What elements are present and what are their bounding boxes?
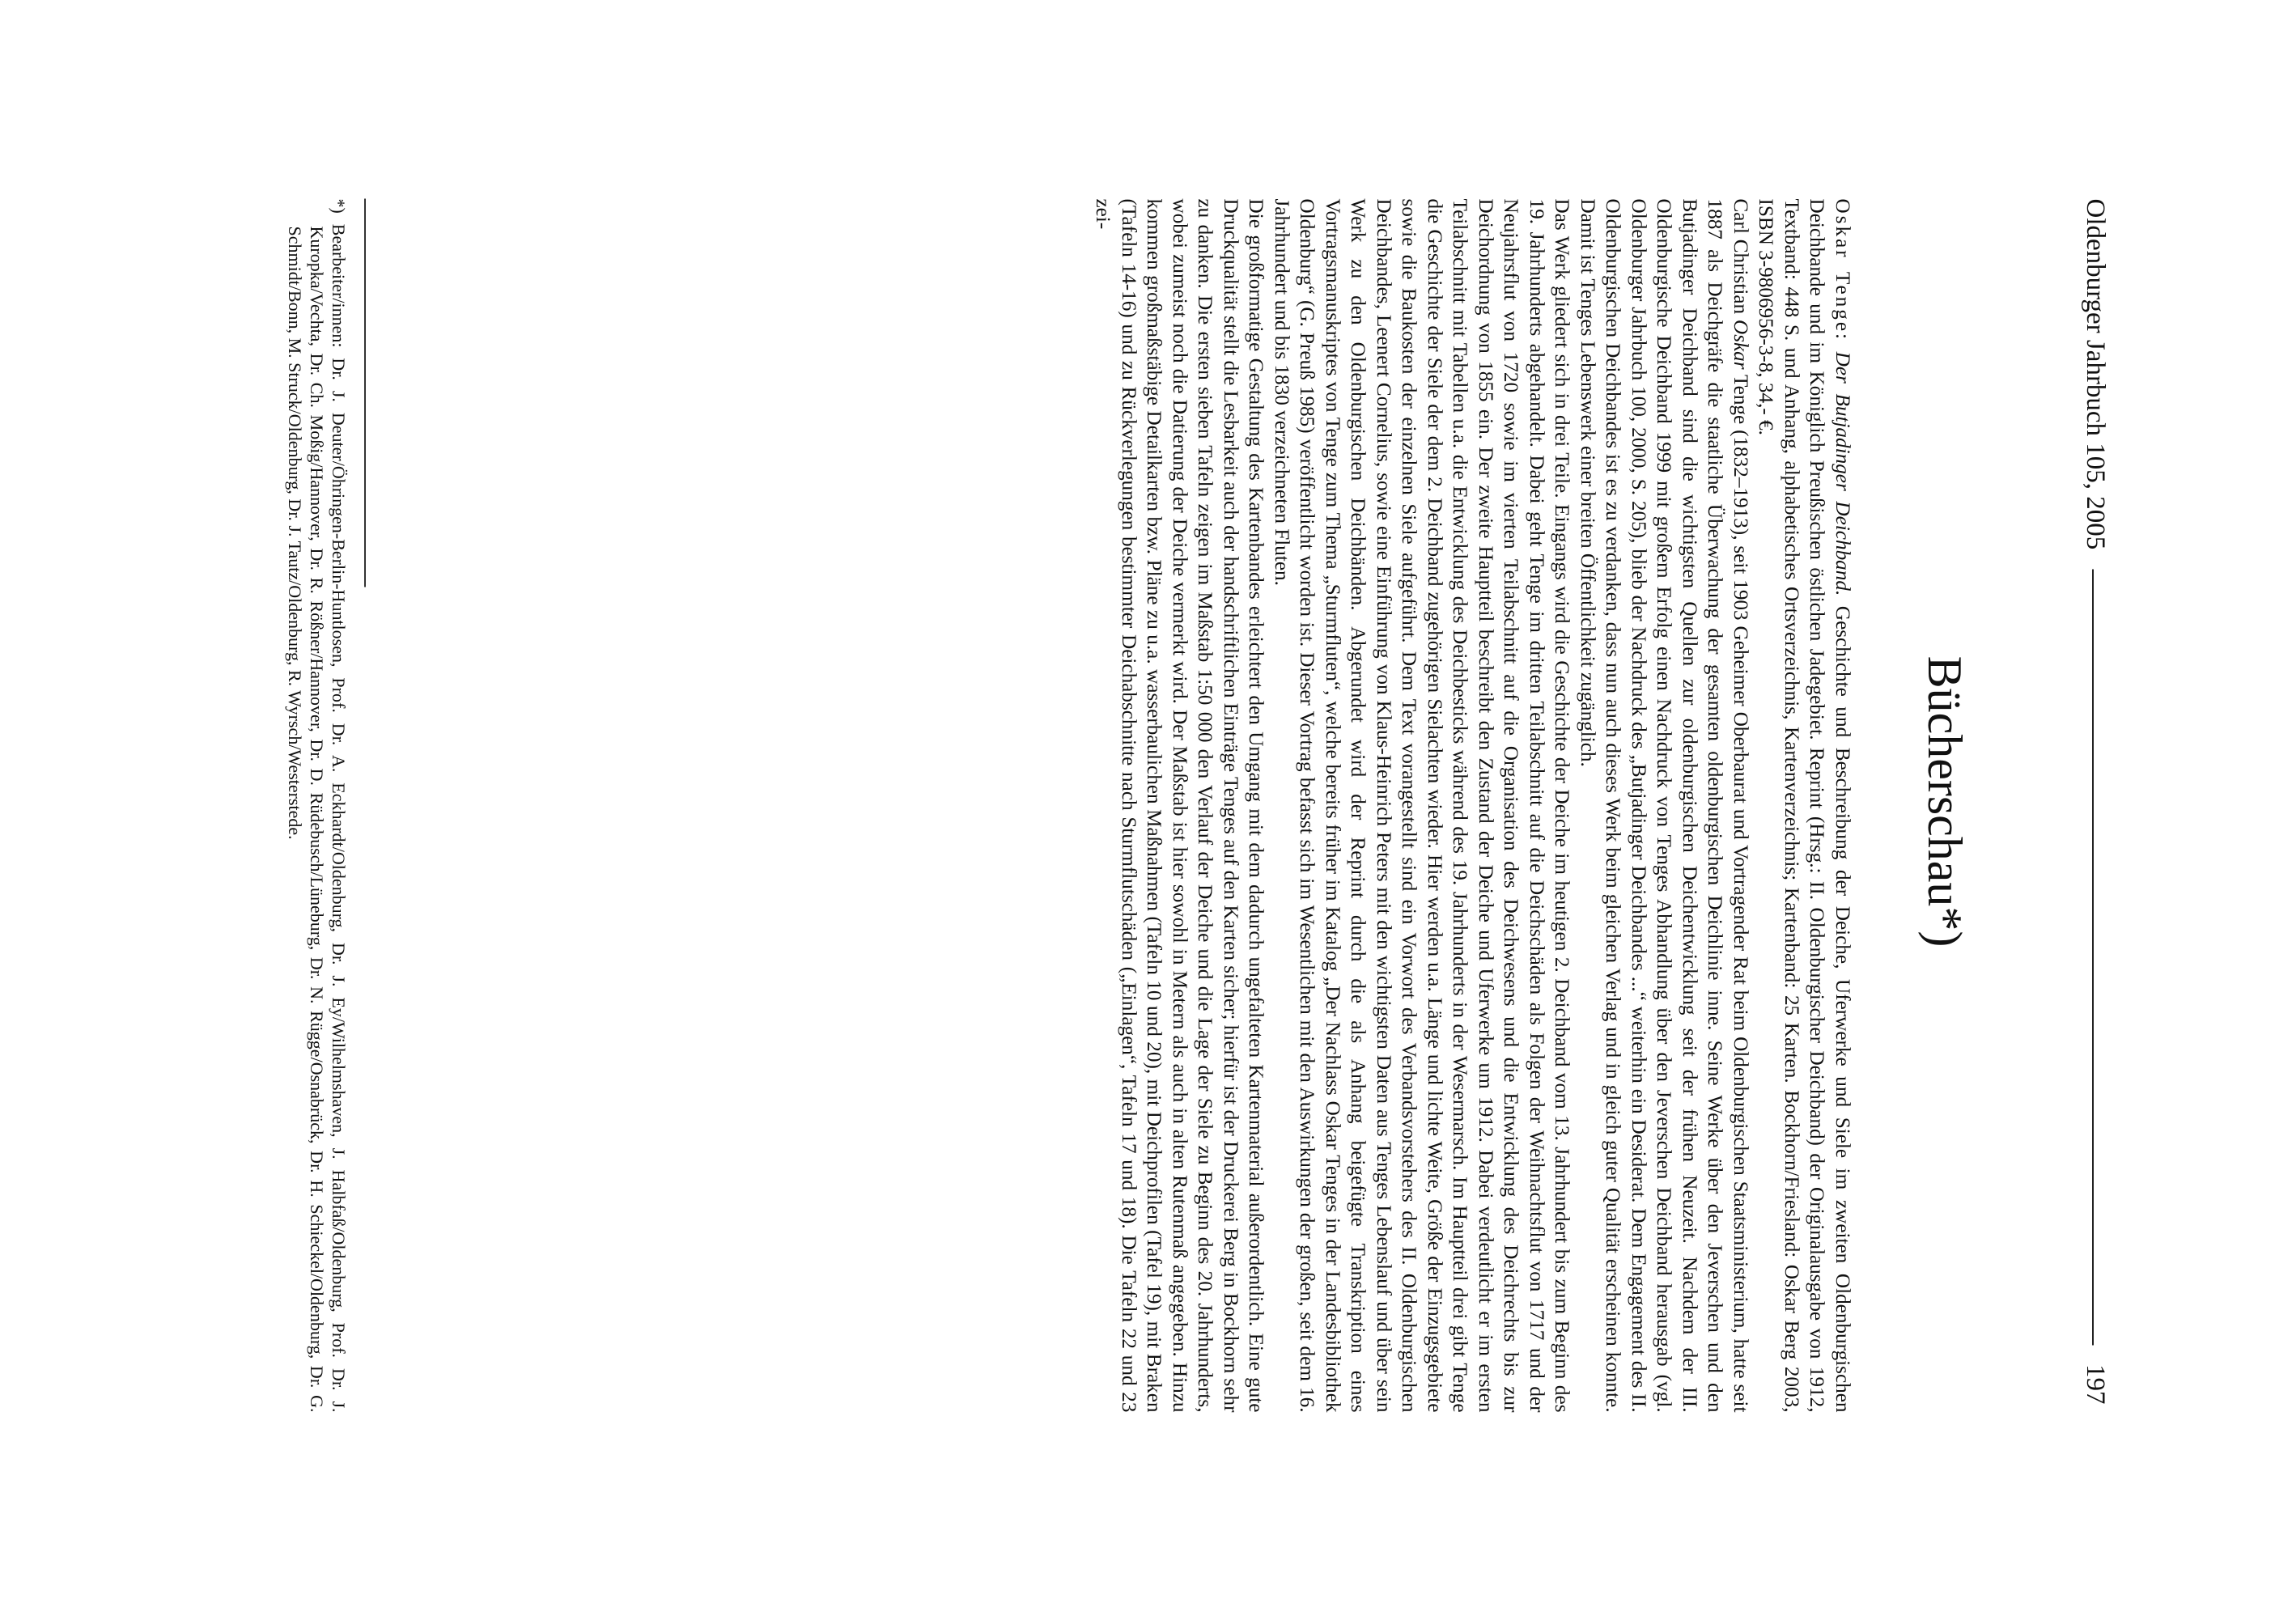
review-book-title: Der Butjadinger Deichband. xyxy=(1831,351,1853,596)
review-body xyxy=(1090,198,1855,1412)
review-paragraph-2: Das Werk gliedert sich in drei Teile. Eingangs wird die Geschichte der Deiche im heutigen 2. Deichband vom 13. Jahrhundert bis zum Beginn des 19. Jahrhunderts abgehandelt. Dabei geht Tenge im dritten Teilabschnitt auf die Deichschäden als Folgen der Weihnachtsflut von 1717 und der Neujahrsflut von 1720 sowie im vierten Teilabschnitt auf die Organisation des Deichwesens und die Entwicklung des Deichrechts bis zur Deichordnung von 1855 ein. Der zweite Hauptteil beschreibt den Zustand der Deiche und Uferwerke um 1912. Dabei verdeutlicht er im ersten Teilabschnitt mit Tabellen u.a. die Entwicklung des Deichbesticks während des 19. Jahrhunderts in der Wesermarsch. Im Hauptteil drei gibt Tenge die Geschichte der Siele der dem 2. Deichband zugehörigen Sielachten wieder. Hier werden u.a. Länge und lichte Weite, Größe der Einzugsgebiete sowie die Baukosten der einzelnen Siele aufgeführt. Dem Text vorangestellt sind ein Vorwort des Verbandsvorstehers des II. Oldenburgischen Deichbandes, Leenert Cornelius, sowie eine Einführung von Klaus-Heinrich Peters mit den wichtigsten Daten aus Tenges Lebenslauf und über sein Werk zu den Oldenburgischen Deichbänden. Abgerundet wird der Reprint durch die als Anhang beigefügte Transkription eines Vortragsmanuskriptes von Tenge zum Thema „Sturmfluten“, welche bereits früher im Katalog „Der Nachlass Oskar Tenges in der Landesbibliothek Oldenburg“ (G. Preuß 1985) veröffentlicht worden ist. Dieser Vortrag befasst sich im Wesentlichen mit den Auswirkungen der großen, seit dem 16. Jahrhundert und bis 1830 verzeichneten Fluten. xyxy=(1271,198,1573,1412)
journal-title: Oldenburger Jahrbuch 105, 2005 xyxy=(2081,198,2110,549)
footnote-rule xyxy=(364,198,366,587)
header-rule xyxy=(2093,569,2095,1345)
page-number: 197 xyxy=(2081,1363,2110,1404)
review-citation xyxy=(1753,198,1855,1412)
review-paragraph-1 xyxy=(1575,198,1754,1412)
paragraph-text: Carl Christian xyxy=(1730,198,1751,320)
review-paragraph-3: Die großformatige Gestaltung des Kartenbandes erleichtert den Umgang mit dem dadurch ungefalteten Kartenmaterial außerordentlich. Eine gute Druckqualität stellt die Lesbarkeit auch der handschriftlichen Einträge Tenges auf den Karten sicher; hierfür ist der Druckerei Berg in Bockhorn sehr zu danken. Die ersten sieben Tafeln zeigen im Maßstab 1:50 000 den Verlauf der Deiche und die Lage der Siele zu Beginn des 20. Jahrhunderts, wobei zumeist noch die Datierung der Deiche vermerkt wird. Der Maßstab ist hier sowohl in Metern als auch in alten Rutenmaß angegeben. Hinzu kommen großmaßstäbige Detailkarten bzw. Pläne zu u.a. wasserbaulichen Maßnahmen (Tafeln 10 und 20), mit Deichprofilen (Tafel 19), mit Braken (Tafeln 14-16) und zu Rückverlegungen bestimmter Deichabschnitte nach Sturmflutschäden („Einlagen“, Tafeln 17 und 18). Die Tafeln 22 und 23 zei- xyxy=(1092,198,1267,1412)
paragraph-text: Tenge (1832–1913), seit 1903 Geheimer Oberbaurat und Vortragender Rat beim Oldenburgischen Staatsministerium, hatte seit 1887 als Deichgräfe die staatliche Überwachung der gesamten oldenburgischen Deichlinie inne. Seine Werke über den Jeverschen und den Butjadinger Deichband sind die wichtigsten Quellen zur oldenburgischen Deichentwicklung seit der frühen Neuzeit. Nachdem der III. Oldenburgische Deichband 1999 mit großem Erfolg einen Nachdruck von Tenges Abhandlung über den Jeverschen Deichband herausgab (vgl. Oldenburger Jahrbuch 100, 2000, S. 205), blieb der Nachdruck des „Butjadinger Deichbandes ...“ weiterhin ein Desiderat. Dem Engagement des II. Oldenburgischen Deichbandes ist es zu verdanken, dass nun auch dieses Werk beim gleichen Verlag und in gleich guter Qualität erscheinen konnte. Damit ist Tenges Lebenswerk einer breiten Öffentlichkeit zugänglich. xyxy=(1577,198,1751,1412)
section-title: Bücherschau*) xyxy=(1918,655,1972,947)
italic-name: Oskar xyxy=(1730,319,1751,370)
running-head xyxy=(2080,198,2110,1404)
review-author: Oskar Tenge: xyxy=(1831,198,1853,341)
footnote: *) Bearbeiter/innen: Dr. J. Deuter/Öhringen-Berlin-Huntlosen, Prof. Dr. A. Eckhardt/Oldenburg, Dr. J. Ey/Wilhelmshaven, J. Halbfaß/Oldenburg, Prof. Dr. J. Kuropka/Vechta, Dr. Ch. Moßig/Hannover, Dr. R. Rößner/Hannover, Dr. D. Rüdebusch/Lüneburg, Dr. N. Rügge/Osnabrück, Dr. H. Schieckel/Oldenburg, Dr. G. Schmidt/Bonn, M. Struck/Oldenburg, Dr. J. Tautz/Oldenburg, R. Wyrsch/Westerstede. xyxy=(285,198,349,1412)
review-bibliography: Geschichte und Beschreibung der Deiche, Uferwerke und Siele im zweiten Oldenburgischen Deichbande und im Königlich Preußischen östlichen Jadegebiet. Reprint (Hrsg.: II. Oldenburgischer Deichband) der Originalausgabe von 1912, Textband: 448 S. und Anhang, alphabetisches Ortsverzeichnis, Kartenverzeichnis; Kartenband: 25 Karten. Bockhorn/Friesland: Oskar Berg 2003, ISBN 3-9806956-3-8, 34,- €. xyxy=(1755,198,1853,1413)
